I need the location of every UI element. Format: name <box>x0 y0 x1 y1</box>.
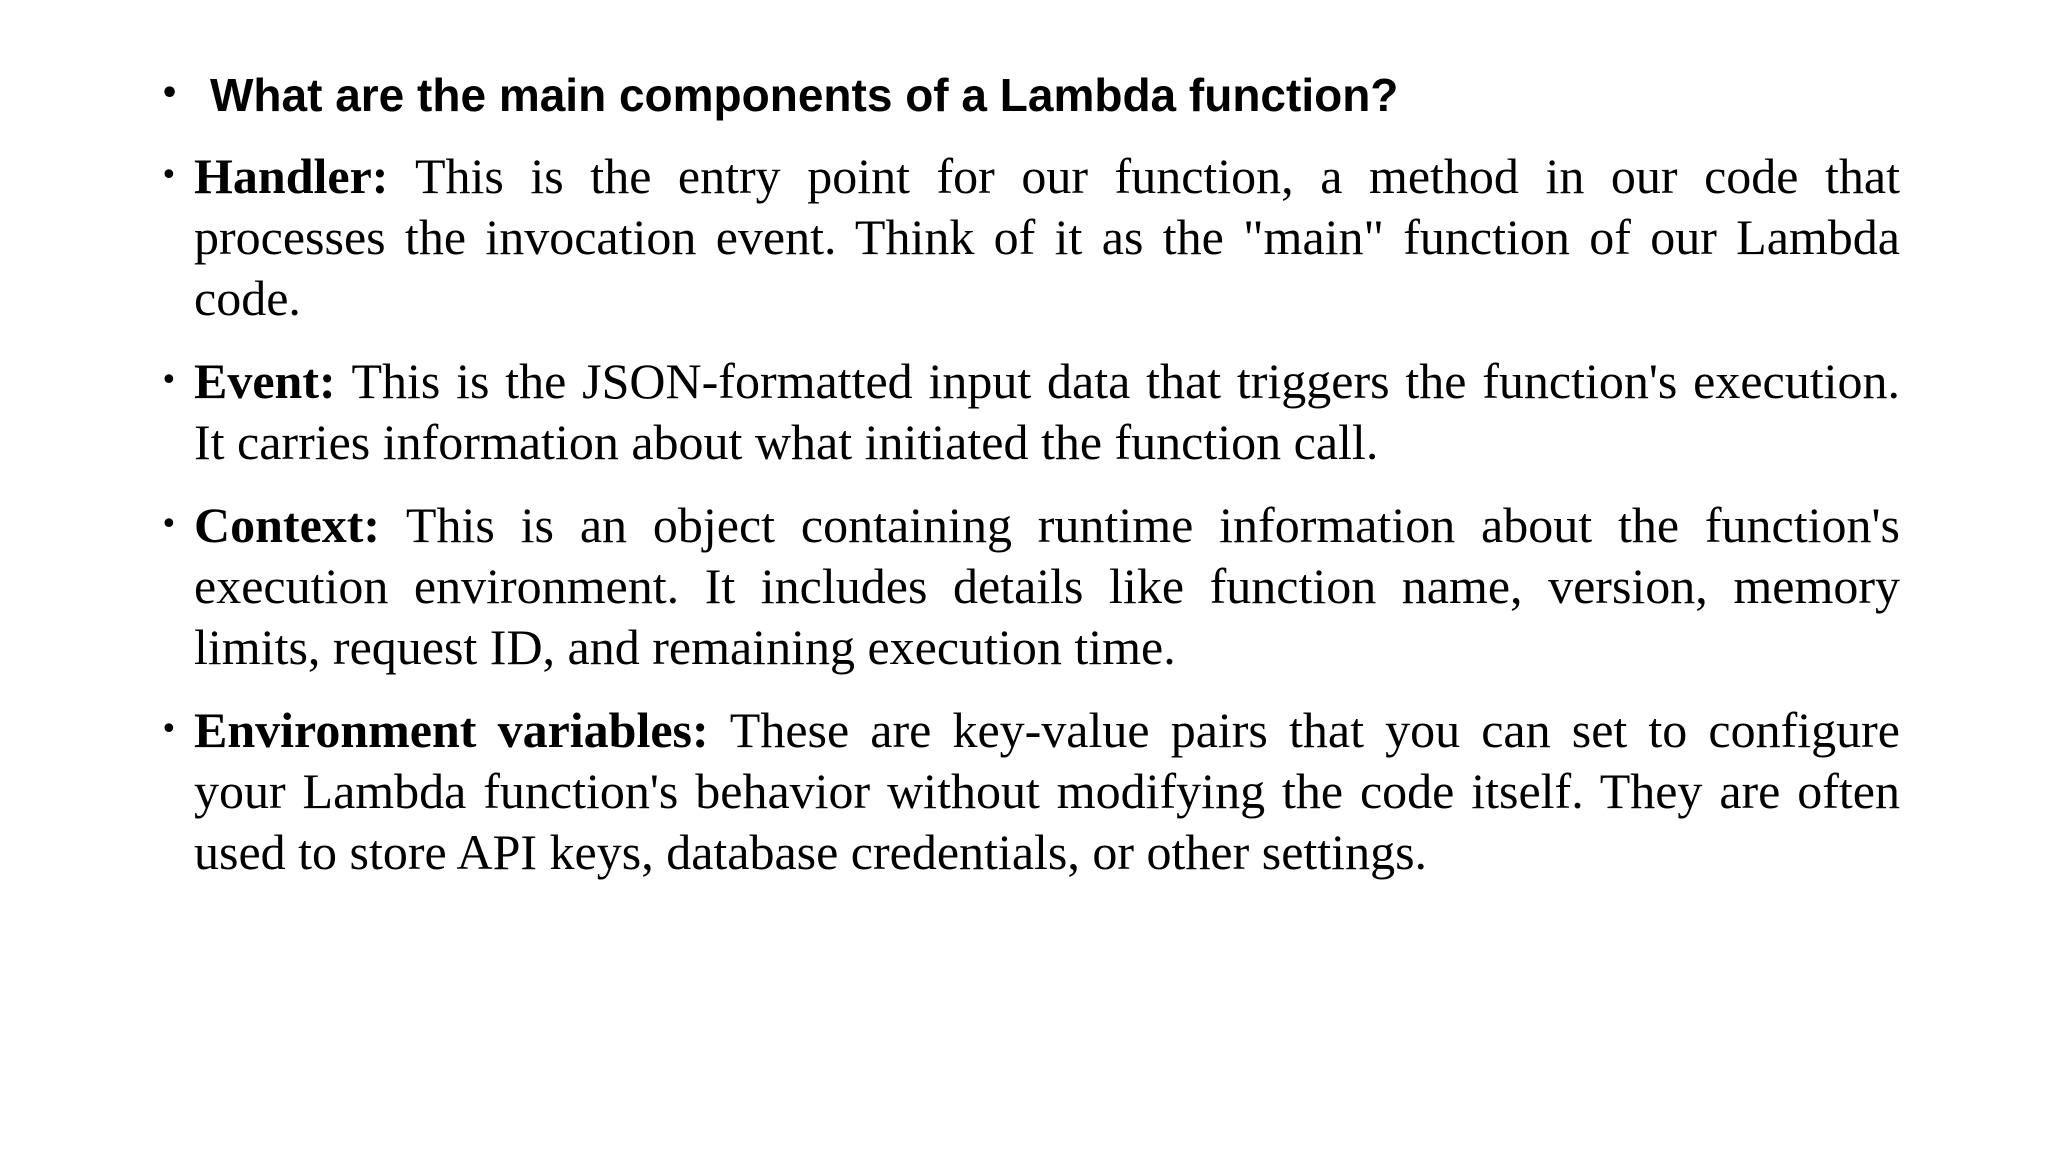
bullet-dot-icon: • <box>160 76 180 111</box>
description-context: This is an object containing runtime information about the function's execution environment. It includes details like function name, version, memory limits, request ID, and remaining execution time. <box>194 497 1900 675</box>
term-environment-variables: Environment variables: <box>194 702 730 758</box>
bullet-dot-icon: • <box>160 158 178 193</box>
question-item <box>160 62 1900 128</box>
list-item-event <box>160 351 1900 473</box>
list-item-handler <box>160 146 1900 329</box>
question-text: What are the main components of a Lambda function? <box>210 69 1399 121</box>
description-event: This is the JSON-formatted input data that triggers the function's execution. It carries information about what initiated the function call. <box>194 353 1901 470</box>
term-event: Event: <box>194 353 352 409</box>
bullet-dot-icon: • <box>160 363 178 398</box>
list-item-context <box>160 495 1900 678</box>
term-handler: Handler: <box>194 148 415 204</box>
term-context: Context: <box>194 497 406 553</box>
description-handler: This is the entry point for our function, a method in our code that processes the invocation event. Think of it as the "main" function of our Lambda code. <box>194 148 1900 326</box>
list-item-environment-variables <box>160 700 1900 883</box>
bullet-dot-icon: • <box>160 712 178 747</box>
bullet-dot-icon: • <box>160 507 178 542</box>
bullet-list <box>160 62 1900 905</box>
description-environment-variables: These are key-value pairs that you can set to configure your Lambda function's behavior without modifying the code itself. They are often used to store API keys, database credentials, or other settings. <box>194 702 1900 880</box>
